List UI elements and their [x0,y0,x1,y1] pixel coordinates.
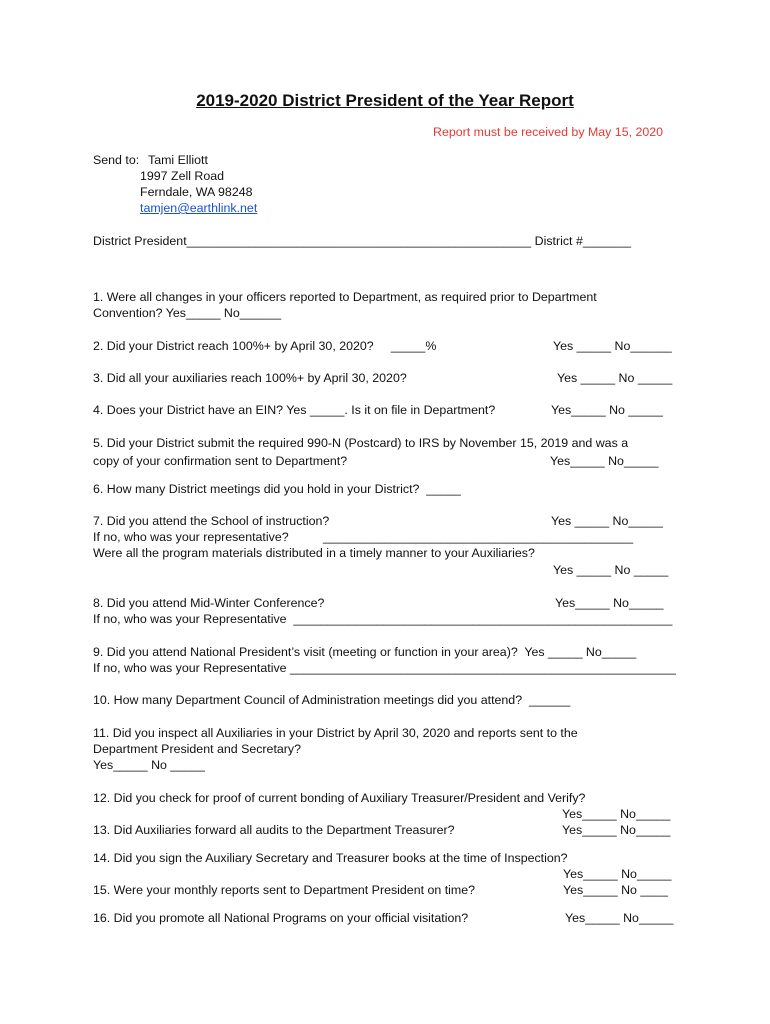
deadline-notice: Report must be received by May 15, 2020 [433,125,664,139]
yes-no-field: Yes_____ No_____ [565,911,674,925]
question-text: Department President and Secretary? [93,742,301,756]
yes-no-field: Yes_____ No _____ [551,403,663,417]
question-text: 7. Did you attend the School of instruction? [93,514,330,528]
recipient-city: Ferndale, WA 98248 [140,185,253,199]
question-text: 2. Did your District reach 100%+ by April 30, 2020? _____% [93,339,437,353]
recipient-name: Tami Elliott [148,153,208,167]
page-title: 2019-2020 District President of the Year Report [196,91,574,110]
yes-no-field: Yes_____ No_____ [563,867,672,881]
recipient-email-link[interactable]: tamjen@earthlink.net [140,201,258,215]
question-text: 3. Did all your auxiliaries reach 100%+ by April 30, 2020? [93,371,407,385]
yes-no-field: Yes_____ No_____ [555,596,664,610]
yes-no-field: Yes _____ No______ [553,339,672,353]
yes-no-field: Yes_____ No_____ [550,454,659,468]
representative-line: If no, who was your Representative _______________________________________________________ [93,612,673,626]
yes-no-field: Yes_____ No_____ [562,807,671,821]
question-10: 10. How many Department Council of Administration meetings did you attend? ______ [93,693,571,707]
question-text: Were all the program materials distributed in a timely manner to your Auxiliaries? [93,546,535,560]
question-text: 16. Did you promote all National Programs on your official visitation? [93,911,469,925]
question-text: copy of your confirmation sent to Department? [93,454,348,468]
send-to-label: Send to: [93,153,140,167]
representative-line: If no, who was your representative? _____________________________________________ [93,530,634,544]
question-text: 5. Did your District submit the required 990-N (Postcard) to IRS by November 15, 2019 and was a [93,436,629,450]
question-answer-line: Convention? Yes_____ No______ [93,306,282,320]
recipient-street: 1997 Zell Road [140,169,225,183]
yes-no-field: Yes_____ No ____ [563,883,668,897]
question-text: 15. Were your monthly reports sent to Department President on time? [93,883,475,897]
representative-line: If no, who was your Representative ________________________________________________________ [93,661,676,675]
question-6: 6. How many District meetings did you hold in your District? _____ [93,482,461,496]
question-text: 14. Did you sign the Auxiliary Secretary and Treasurer books at the time of Inspection? [93,851,568,865]
yes-no-field: Yes _____ No _____ [553,563,669,577]
question-text: 4. Does your District have an EIN? Yes _____. Is it on file in Department? [93,403,496,417]
yes-no-field: Yes _____ No _____ [557,371,673,385]
yes-no-field: Yes _____ No_____ [551,514,663,528]
question-text: 11. Did you inspect all Auxiliaries in your District by April 30, 2020 and reports sent to the [93,726,578,740]
question-text: 8. Did you attend Mid-Winter Conference? [93,596,325,610]
question-text: 1. Were all changes in your officers reported to Department, as required prior to Department [93,290,597,304]
question-text: 12. Did you check for proof of current bonding of Auxiliary Treasurer/President and Verify? [93,791,586,805]
question-text: 9. Did you attend National President’s visit (meeting or function in your area)? Yes _____ No_____ [93,645,637,659]
question-text: 13. Did Auxiliaries forward all audits to the Department Treasurer? [93,823,455,837]
yes-no-field: Yes_____ No_____ [562,823,671,837]
yes-no-field: Yes_____ No _____ [93,758,205,772]
district-president-line: District President__________________________________________________ District #_______ [93,234,632,248]
